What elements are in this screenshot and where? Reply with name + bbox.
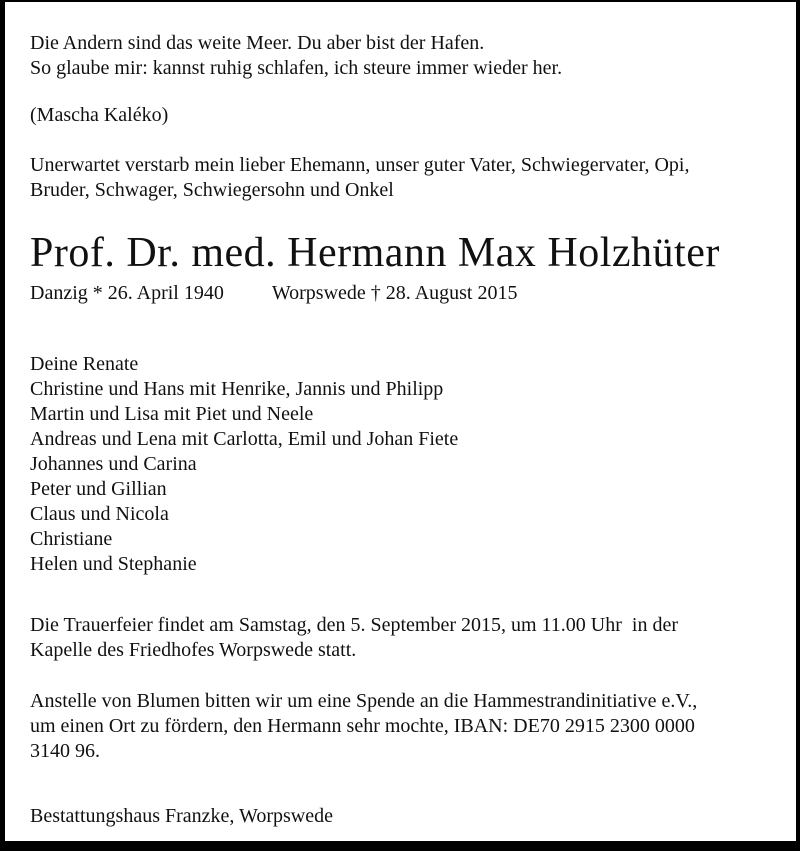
mourner-line: Peter und Gillian xyxy=(30,478,167,500)
mourner-line: Johannes und Carina xyxy=(30,453,197,475)
mourner-line: Christine und Hans mit Henrike, Jannis und Philipp xyxy=(30,378,444,400)
donation-info xyxy=(30,689,776,764)
mourners-list xyxy=(30,352,776,577)
death-date: Worpswede † 28. August 2015 xyxy=(271,282,518,304)
mourner-line: Christiane xyxy=(30,528,113,550)
mourner-line: Martin und Lisa mit Piet und Neele xyxy=(30,403,314,425)
birth-date: Danzig * 26. April 1940 xyxy=(30,282,224,304)
mourner-line: Andreas und Lena mit Carlotta, Emil und Johan Fiete xyxy=(30,428,459,450)
intro-line-2: Bruder, Schwager, Schwiegersohn und Onkel xyxy=(30,179,394,201)
service-line-2: Kapelle des Friedhofes Worpswede statt. xyxy=(30,639,357,661)
mourner-line: Deine Renate xyxy=(30,353,139,375)
mourner-line: Helen und Stephanie xyxy=(30,553,197,575)
donation-line-3: 3140 96. xyxy=(30,740,100,762)
quote-attribution: (Mascha Kaléko) xyxy=(30,104,169,126)
quote xyxy=(30,31,776,81)
service-info xyxy=(30,613,776,663)
service-line-1: Die Trauerfeier findet am Samstag, den 5. September 2015, um 11.00 Uhr in der xyxy=(30,614,679,636)
mourner-line: Claus und Nicola xyxy=(30,503,169,525)
quote-line-2: So glaube mir: kannst ruhig schlafen, ich steure immer wieder her. xyxy=(30,57,563,79)
intro-line-1: Unerwartet verstarb mein lieber Ehemann, unser guter Vater, Schwiegervater, Opi, xyxy=(30,154,690,176)
intro-text xyxy=(30,153,776,203)
deceased-name: Prof. Dr. med. Hermann Max Holzhüter xyxy=(30,230,720,276)
donation-line-2: um einen Ort zu fördern, den Hermann sehr mochte, IBAN: DE70 2915 2300 0000 xyxy=(30,715,695,737)
donation-line-1: Anstelle von Blumen bitten wir um eine Spende an die Hammestrandinitiative e.V., xyxy=(30,690,698,712)
life-dates xyxy=(30,281,776,306)
funeral-home: Bestattungshaus Franzke, Worpswede xyxy=(30,805,333,827)
quote-line-1: Die Andern sind das weite Meer. Du aber bist der Hafen. xyxy=(30,32,485,54)
